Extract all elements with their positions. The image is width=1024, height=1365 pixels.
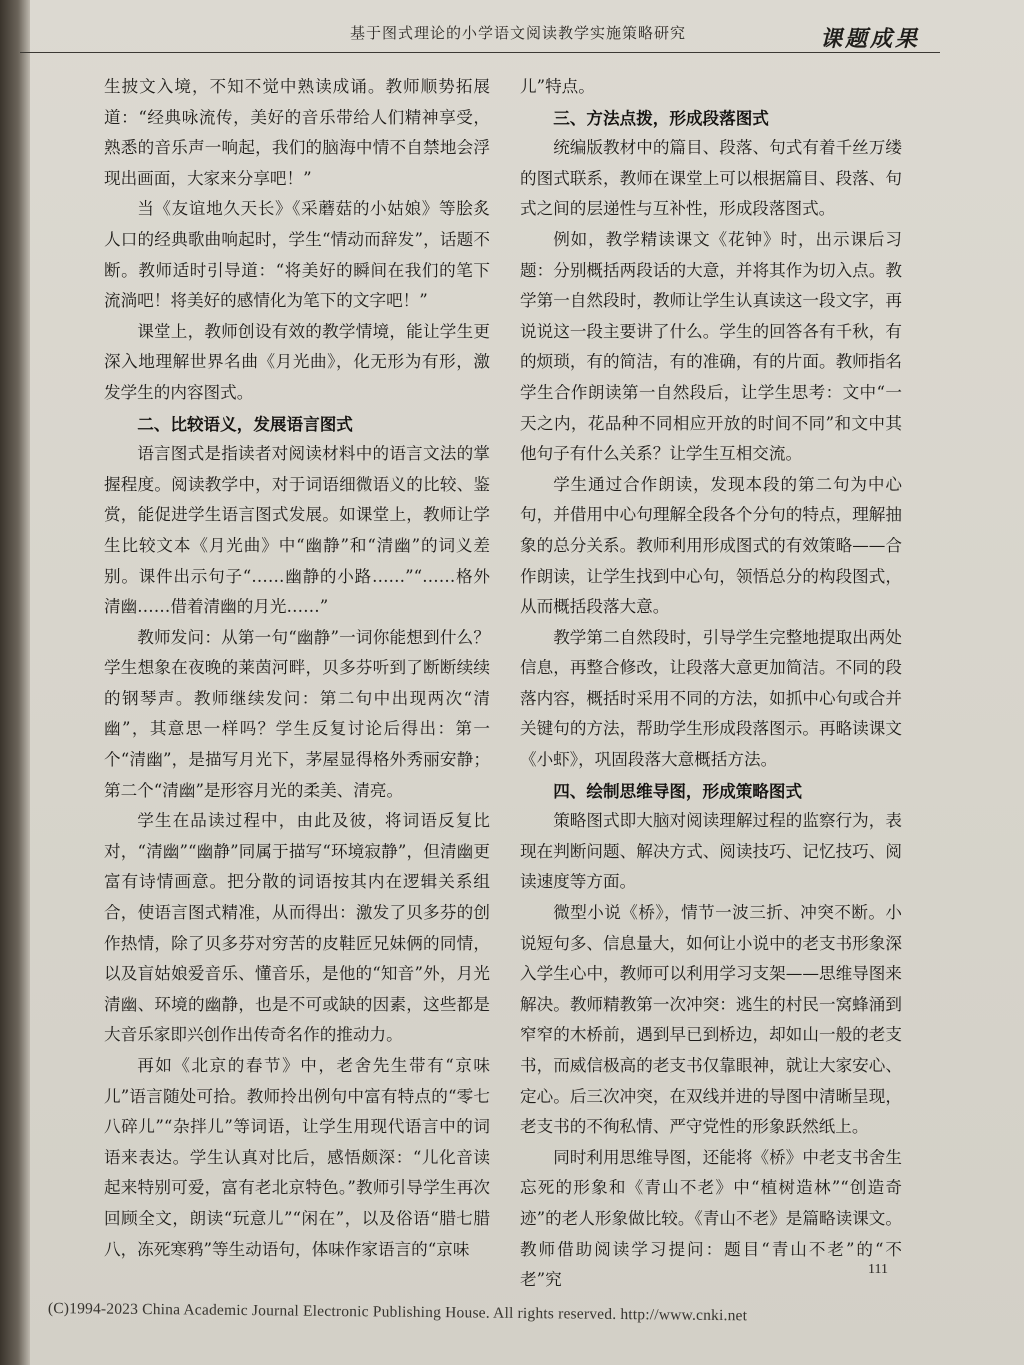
running-header [20,18,1005,64]
paragraph: 生披文入境，不知不觉中熟读成诵。教师顺势拓展道：“经典咏流传，美好的音乐带给人们精神享受，熟悉的音乐声一响起，我们的脑海中情不自禁地会浮现出画面，大家来分享吧！” [104,77,490,188]
paragraph: 课堂上，教师创设有效的教学情境，能让学生更深入地理解世界名曲《月光曲》，化无形为有形，激发学生的内容图式。 [104,321,490,402]
left-column [104,72,490,1265]
page-edge-shadow [0,0,30,1365]
page-number: 111 [868,1262,888,1277]
paragraph: 同时利用思维导图，还能将《桥》中老支书舍生忘死的形象和《青山不老》中“植树造林”“创造奇迹”的老人形象做比较。《青山不老》是篇略读课文。教师借助阅读学习提问：题目“青山不老”的“不老”究 [520,1147,902,1290]
right-column [520,72,902,1296]
paragraph: 统编版教材中的篇目、段落、句式有着千丝万缕的图式联系，教师在课堂上可以根据篇目、段落、句式之间的层递性与互补性，形成段落图式。 [520,138,902,219]
section-heading: 四、绘制思维导图，形成策略图式 [553,780,803,801]
paragraph: 教师发问：从第一句“幽静”一词你能想到什么？学生想象在夜晚的莱茵河畔，贝多芬听到了断断续续的钢琴声。教师继续发问：第二句中出现两次“清幽”，其意思一样吗？学生反复讨论后得出：第一个“清幽”，是描写月光下，茅屋显得格外秀丽安静；第二个“清幽”是形容月光的柔美、清亮。 [104,627,490,800]
copyright-notice: (C)1994-2023 China Academic Journal Electronic Publishing House. All rights reserved. http://www.cnki.net [47,1300,748,1325]
paragraph: 微型小说《桥》，情节一波三折、冲突不断。小说短句多、信息量大，如何让小说中的老支书形象深入学生心中，教师可以利用学习支架——思维导图来解决。教师精教第一次冲突：逃生的村民一窝蜂涌到窄窄的木桥前，遇到早已到桥边，却如山一般的老支书，而威信极高的老支书仅靠眼神，就让大家安心、定心。后三次冲突，在双线并进的导图中清晰呈现，老支书的不徇私情、严守党性的形象跃然纸上。 [520,903,902,1137]
paragraph: 当《友谊地久天长》《采蘑菇的小姑娘》等脍炙人口的经典歌曲响起时，学生“情动而辞发”，话题不断。教师适时引导道：“将美好的瞬间在我们的笔下流淌吧！将美好的感情化为笔下的文字吧！” [104,199,490,311]
paragraph: 儿”特点。 [520,77,595,96]
paragraph: 学生在品读过程中，由此及彼，将词语反复比对，“清幽”“幽静”同属于描写“环境寂静”，但清幽更富有诗情画意。把分散的词语按其内在逻辑关系组合，使语言图式精准，从而得出：激发了贝多芬的创作热情，除了贝多芬对穷苦的皮鞋匠兄妹俩的同情，以及盲姑娘爱音乐、懂音乐，是他的“知音”外，月光清幽、环境的幽静，也是不可或缺的因素，这些都是大音乐家即兴创作出传奇名作的推动力。 [104,811,490,1045]
section-tag: 课题成果 [820,26,921,52]
paragraph: 教学第二自然段时，引导学生完整地提取出两处信息，再整合修改，让段落大意更加简洁。不同的段落内容，概括时采用不同的方法，如抓中心句或合并关键句的方法，帮助学生形成段落图示。再略读课文《小虾》，巩固段落大意概括方法。 [520,627,902,770]
paragraph: 策略图式即大脑对阅读理解过程的监察行为，表现在判断问题、解决方式、阅读技巧、记忆技巧、阅读速度等方面。 [520,811,902,892]
section-heading: 三、方法点拨，形成段落图式 [553,107,769,128]
running-title: 基于图式理论的小学语文阅读教学实施策略研究 [350,24,687,42]
paragraph: 学生通过合作朗读，发现本段的第二句为中心句，并借用中心句理解全段各个分句的特点，理解抽象的总分关系。教师利用形成图式的有效策略——合作朗读，让学生找到中心句，领悟总分的构段图式，从而概括段落大意。 [520,474,902,617]
paragraph: 语言图式是指读者对阅读材料中的语言文法的掌握程度。阅读教学中，对于词语细微语义的比较、鉴赏，能促进学生语言图式发展。如课堂上，教师让学生比较文本《月光曲》中“幽静”和“清幽”的词义差别。课件出示句子“……幽静的小路……”“……格外清幽……借着清幽的月光……” [104,444,490,617]
section-heading: 二、比较语义，发展语言图式 [137,413,353,434]
header-rule [20,52,940,53]
paragraph: 再如《北京的春节》中，老舍先生带有“京味儿”语言随处可拾。教师拎出例句中富有特点的“零七八碎儿”“杂拌儿”等词语，让学生用现代语言中的词语来表达。学生认真对比后，感悟颇深：“儿化音读起来特别可爱，富有老北京特色。”教师引导学生再次回顾全文，朗读“玩意儿”“闲在”，以及俗语“腊七腊八，冻死寒鸦”等生动语句，体味作家语言的“京味 [104,1056,490,1259]
paragraph: 例如，教学精读课文《花钟》时，出示课后习题：分别概括两段话的大意，并将其作为切入点。教学第一自然段时，教师让学生认真读这一段文字，再说说这一段主要讲了什么。学生的回答各有千秋，有的烦琐，有的简洁，有的准确，有的片面。教师指名学生合作朗读第一自然段后，让学生思考：文中“一天之内，花品种不同相应开放的时间不同”和文中其他句子有什么关系？让学生互相交流。 [520,229,902,464]
